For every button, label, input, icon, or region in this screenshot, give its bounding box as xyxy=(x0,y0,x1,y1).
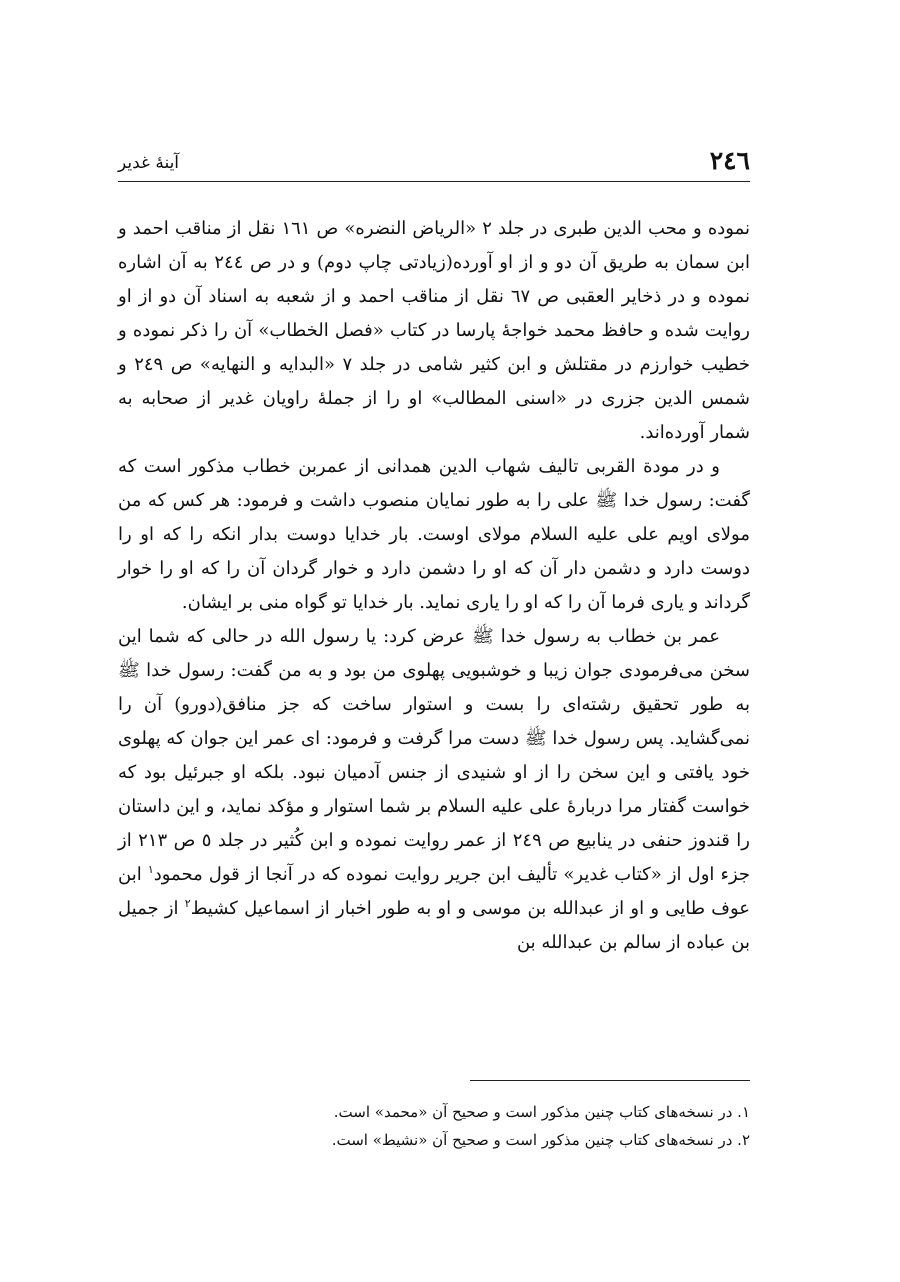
page-header xyxy=(118,146,750,186)
footnotes xyxy=(118,1098,750,1154)
footnote-marker-2: ۲ xyxy=(184,897,191,910)
paragraph-3-text-c: از جمیل بن عباده از سالم بن عبدالله بن xyxy=(118,898,750,953)
footnote-rule xyxy=(470,1080,750,1081)
page-number: ۲٤٦ xyxy=(709,146,750,175)
paragraph-1: نموده و محب الدین طبری در جلد ۲ «الریاض النضره» ص ۱٦۱ نقل از مناقب احمد و ابن سمان به طریق آن دو و از او آورده(زیادتی چاپ دوم) و در ص ۲٤٤ به آن اشاره نموده و در ذخایر العقبی ص ٦۷ نقل از مناقب احمد و از شعبه به اسناد آن دو از او روایت شده و حافظ محمد خواجهٔ پارسا در کتاب «فصل الخطاب» آن را ذکر نموده و خطیب خوارزم در مقتلش و ابن کثیر شامی در جلد ۷ «البدایه و النهایه» ص ۲٤۹ و شمس الدین جزری در «اسنی المطالب» او را از جملهٔ راویان غدیر از صحابه به شمار آورده‌اند. xyxy=(118,218,751,443)
footnote-1: ۱. در نسخه‌های کتاب چنین مذکور است و صحیح آن «محمد» است. xyxy=(333,1103,750,1121)
paragraph-2: و در مودة القربی تالیف شهاب الدین همدانی از عمربن خطاب مذکور است که گفت: رسول خدا ﷺ علی را به طور نمایان منصوب داشت و فرمود: هر کس که من مولای اویم علی علیه السلام مولای اوست. بار خدایا دوست بدار انکه را که او را دوست دارد و دشمن دار آن که او را دشمن دارد و خوار گردان آن را که او را خوار گرداند و یاری فرما آن را که او را یاری نماید. بار خدایا تو گواه منی بر ایشان. xyxy=(118,456,750,613)
paragraph-3-text-b: ابن عوف طایی و او از عبدالله بن موسی و او به طور اخبار از اسماعیل کشیط xyxy=(118,864,751,919)
header-rule xyxy=(118,181,750,182)
footnote-marker-1: ۱ xyxy=(147,863,154,876)
running-title: آینهٔ غدیر xyxy=(118,153,180,173)
body-text xyxy=(118,212,750,960)
footnote-2: ۲. در نسخه‌های کتاب چنین مذکور است و صحیح آن «نشیط» است. xyxy=(331,1131,750,1149)
paragraph-3 xyxy=(118,620,750,960)
paragraph-3-text-a: عمر بن خطاب به رسول خدا ﷺ عرض کرد: یا رسول الله در حالی که شما این سخن می‌فرمودی جوان زیبا و خوشبویی پهلوی من بود و به من گفت: رسول خدا ﷺ به طور تحقیق رشته‌ای را بست و استوار ساخت که جز منافق(دورو) آن را نمی‌گشاید. پس رسول خدا ﷺ دست مرا گرفت و فرمود: ای عمر این جوان که پهلوی خود یافتی و این سخن را از او شنیدی از جنس آدمیان نبود. بلکه او جبرئیل بود که خواست گفتار مرا دربارهٔ علی علیه السلام بر شما استوار و مؤکد نماید، و این داستان را قندوز حنفی در ینابیع ص ۲٤۹ از عمر روایت نموده و ابن کُثیر در جلد ٥ ص ۲۱۳ از جزء اول از «کتاب غدیر» تألیف ابن جریر روایت نموده که در آنجا از قول محمود xyxy=(118,626,750,885)
